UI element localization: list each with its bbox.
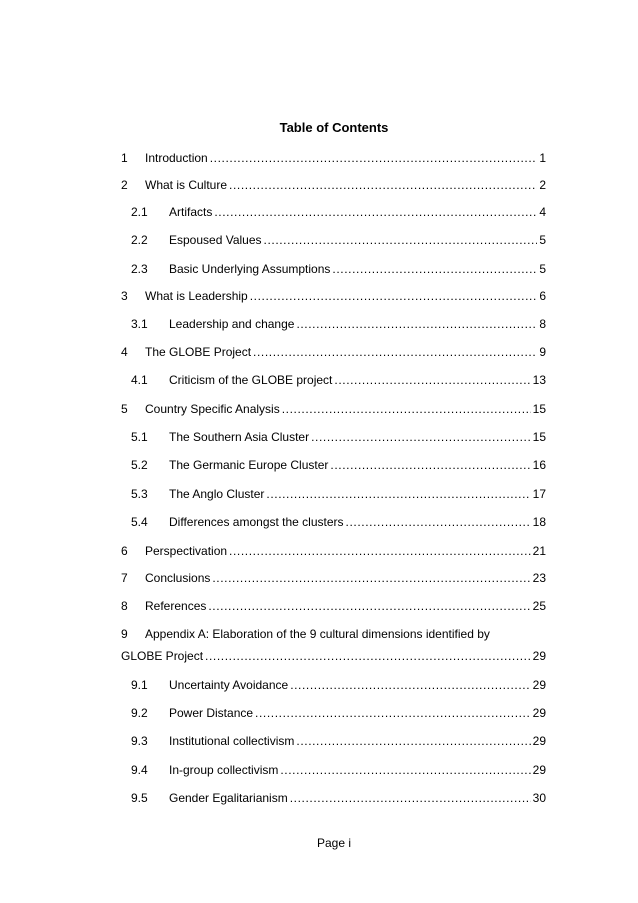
toc-entry-introduction[interactable] [121, 150, 546, 166]
toc-entry-number: 5 [121, 402, 128, 416]
toc-entry-globe-project[interactable] [121, 344, 546, 360]
toc-entry-anglo-cluster[interactable] [131, 486, 546, 502]
toc-entry-label: Uncertainty Avoidance [169, 678, 289, 692]
toc-entry-page: 5 [539, 233, 546, 247]
toc-dot-leader [229, 543, 531, 559]
toc-entry-leadership-and-change[interactable] [131, 316, 546, 332]
toc-entry-espoused-values[interactable] [131, 232, 546, 248]
toc-dot-leader [255, 705, 531, 721]
toc-entry-what-is-leadership[interactable] [121, 288, 546, 304]
toc-entry-number: 5.3 [131, 487, 148, 501]
toc-entry-references[interactable] [121, 598, 546, 614]
toc-entry-gender-egalitarianism[interactable] [131, 790, 546, 806]
toc-entry-uncertainty-avoidance[interactable] [131, 677, 546, 693]
toc-entry-page: 1 [539, 151, 546, 165]
toc-entry-southern-asia-cluster[interactable] [131, 429, 546, 445]
toc-entry-page: 21 [532, 544, 546, 558]
toc-entry-page: 15 [532, 402, 546, 416]
toc-entry-appendix-a-continued[interactable] [121, 648, 546, 664]
toc-entry-number: 7 [121, 571, 128, 585]
toc-entry-number: 6 [121, 544, 128, 558]
toc-entry-label: The Southern Asia Cluster [169, 430, 310, 444]
toc-dot-leader [214, 204, 537, 220]
toc-entry-number: 9.2 [131, 706, 148, 720]
toc-entry-page: 2 [539, 178, 546, 192]
toc-dot-leader [296, 316, 537, 332]
toc-entry-differences-clusters[interactable] [131, 514, 546, 530]
toc-entry-number: 3.1 [131, 317, 148, 331]
toc-entry-label: Power Distance [169, 706, 254, 720]
toc-entry-what-is-culture[interactable] [121, 177, 546, 193]
toc-entry-number: 5.1 [131, 430, 148, 444]
toc-dot-leader [282, 401, 531, 417]
toc-dot-leader [290, 790, 531, 806]
toc-entry-label: Basic Underlying Assumptions [169, 262, 331, 276]
toc-entry-number: 1 [121, 151, 128, 165]
toc-entry-label: Artifacts [169, 205, 213, 219]
toc-entry-page: 23 [532, 571, 546, 585]
toc-entry-number: 2.2 [131, 233, 148, 247]
toc-entry-label: Appendix A: Elaboration of the 9 cultural dimensions identified by [145, 627, 490, 641]
toc-entry-number: 9.3 [131, 734, 148, 748]
toc-entry-label-continued: GLOBE Project [121, 649, 204, 663]
toc-dot-leader [264, 232, 538, 248]
page-title: Table of Contents [279, 120, 389, 135]
toc-entry-perspectivation[interactable] [121, 543, 546, 559]
toc-entry-number: 4.1 [131, 373, 148, 387]
toc-dot-leader [205, 648, 531, 664]
toc-entry-conclusions[interactable] [121, 570, 546, 586]
toc-entry-label: Country Specific Analysis [145, 402, 280, 416]
page-number-footer: Page i [316, 836, 352, 850]
toc-entry-page: 16 [532, 458, 546, 472]
toc-entry-page: 29 [532, 649, 546, 663]
toc-entry-label: The GLOBE Project [145, 345, 252, 359]
toc-entry-page: 8 [539, 317, 546, 331]
toc-entry-page: 9 [539, 345, 546, 359]
toc-entry-page: 29 [532, 734, 546, 748]
toc-entry-basic-underlying-assumptions[interactable] [131, 261, 546, 277]
toc-entry-number: 2.1 [131, 205, 148, 219]
toc-entry-number: 9.4 [131, 763, 148, 777]
toc-entry-label: In-group collectivism [169, 763, 279, 777]
toc-dot-leader [296, 733, 530, 749]
toc-entry-label: Introduction [145, 151, 208, 165]
toc-entry-label: What is Leadership [145, 289, 248, 303]
toc-dot-leader [212, 570, 530, 586]
toc-dot-leader [210, 150, 538, 166]
toc-entry-germanic-europe-cluster[interactable] [131, 457, 546, 473]
toc-entry-power-distance[interactable] [131, 705, 546, 721]
toc-entry-number: 5.4 [131, 515, 148, 529]
toc-entry-page: 4 [539, 205, 546, 219]
toc-entry-label: Criticism of the GLOBE project [169, 373, 333, 387]
toc-entry-appendix-a[interactable] [121, 626, 546, 642]
toc-entry-label: The Germanic Europe Cluster [169, 458, 329, 472]
toc-entry-page: 13 [532, 373, 546, 387]
toc-entry-page: 15 [532, 430, 546, 444]
toc-entry-label: The Anglo Cluster [169, 487, 265, 501]
toc-entry-page: 18 [532, 515, 546, 529]
toc-entry-label: Institutional collectivism [169, 734, 295, 748]
toc-entry-number: 9.5 [131, 791, 148, 805]
toc-entry-number: 9.1 [131, 678, 148, 692]
toc-entry-page: 29 [532, 678, 546, 692]
toc-entry-page: 6 [539, 289, 546, 303]
toc-dot-leader [346, 514, 531, 530]
toc-dot-leader [266, 486, 530, 502]
toc-entry-page: 25 [532, 599, 546, 613]
toc-entry-number: 4 [121, 345, 128, 359]
toc-entry-page: 30 [532, 791, 546, 805]
toc-entry-label: Conclusions [145, 571, 211, 585]
toc-entry-page: 29 [532, 706, 546, 720]
toc-entry-in-group-collectivism[interactable] [131, 762, 546, 778]
toc-dot-leader [229, 177, 537, 193]
toc-entry-criticism-globe[interactable] [131, 372, 546, 388]
toc-dot-leader [208, 598, 530, 614]
toc-entry-country-specific-analysis[interactable] [121, 401, 546, 417]
toc-dot-leader [330, 457, 530, 473]
toc-dot-leader [311, 429, 531, 445]
toc-entry-institutional-collectivism[interactable] [131, 733, 546, 749]
toc-entry-page: 5 [539, 262, 546, 276]
toc-dot-leader [332, 261, 537, 277]
toc-entry-number: 9 [121, 627, 128, 641]
toc-dot-leader [250, 288, 538, 304]
toc-entry-label: Differences amongst the clusters [169, 515, 344, 529]
toc-dot-leader [253, 344, 537, 360]
toc-entry-label: References [145, 599, 207, 613]
toc-entry-artifacts[interactable] [131, 204, 546, 220]
toc-entry-number: 2 [121, 178, 128, 192]
toc-dot-leader [290, 677, 530, 693]
toc-entry-number: 2.3 [131, 262, 148, 276]
toc-entry-number: 5.2 [131, 458, 148, 472]
toc-entry-label: What is Culture [145, 178, 228, 192]
toc-entry-page: 17 [532, 487, 546, 501]
toc-entry-label: Perspectivation [145, 544, 228, 558]
toc-entry-label: Leadership and change [169, 317, 295, 331]
toc-entry-number: 3 [121, 289, 128, 303]
toc-dot-leader [334, 372, 530, 388]
toc-entry-page: 29 [532, 763, 546, 777]
toc-dot-leader [280, 762, 530, 778]
toc-entry-label: Espoused Values [169, 233, 262, 247]
toc-entry-label: Gender Egalitarianism [169, 791, 288, 805]
toc-entry-number: 8 [121, 599, 128, 613]
